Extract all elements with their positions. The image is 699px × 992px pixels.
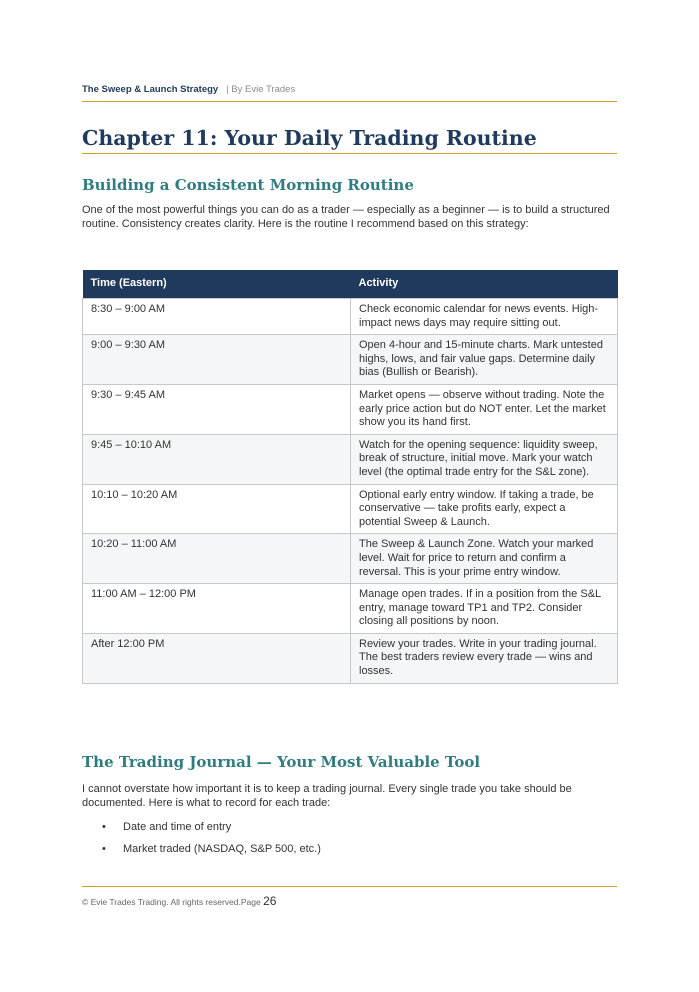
table-row — [83, 335, 618, 385]
table-row — [83, 299, 618, 335]
activity-cell: Manage open trades. If in a position from the S&L entry, manage toward TP1 and TP2. Consider closing all positions by noon. — [351, 584, 618, 634]
time-cell: 9:30 – 9:45 AM — [83, 384, 351, 434]
activity-cell: The Sweep & Launch Zone. Watch your marked level. Wait for price to return and confirm a reversal. This is your prime entry window. — [351, 534, 618, 584]
activity-cell: Optional early entry window. If taking a trade, be conservative — take profits early, expect a potential Sweep & Launch. — [351, 484, 618, 534]
section-title-morning-routine: Building a Consistent Morning Routine — [82, 176, 414, 194]
section-title-trading-journal: The Trading Journal — Your Most Valuable Tool — [82, 753, 481, 771]
table-row — [83, 633, 618, 683]
bullet-icon: • — [102, 821, 106, 833]
list-item-text: Date and time of entry — [123, 821, 232, 833]
list-item — [82, 820, 321, 834]
activity-cell: Check economic calendar for news events. High-impact news days may require sitting out. — [351, 299, 618, 335]
activity-cell: Open 4-hour and 15-minute charts. Mark untested highs, lows, and fair value gaps. Determine daily bias (Bullish or Bearish). — [351, 335, 618, 385]
time-cell: 10:20 – 11:00 AM — [83, 534, 351, 584]
time-cell: 10:10 – 10:20 AM — [83, 484, 351, 534]
activity-cell: Market opens — observe without trading. Note the early price action but do NOT enter. Let the market show you its hand first. — [351, 384, 618, 434]
copyright-text: © Evie Trades Trading. All rights reserved. — [82, 897, 241, 907]
time-cell: 11:00 AM – 12:00 PM — [83, 584, 351, 634]
journal-intro-paragraph: I cannot overstate how important it is to keep a trading journal. Every single trade you take should be documented. Here is what to record for each trade: — [82, 783, 572, 809]
list-item-text: Market traded (NASDAQ, S&P 500, etc.) — [123, 843, 321, 855]
running-header — [82, 84, 617, 102]
page-label: Page — [240, 897, 261, 907]
routine-table — [82, 270, 618, 684]
table-row — [83, 534, 618, 584]
page-number: 26 — [263, 894, 277, 908]
footer-divider — [82, 886, 617, 887]
activity-cell: Review your trades. Write in your trading journal. The best traders review every trade — wins and losses. — [351, 633, 618, 683]
page-footer — [82, 895, 276, 908]
time-cell: 8:30 – 9:00 AM — [83, 299, 351, 335]
book-title: The Sweep & Launch Strategy — [82, 84, 219, 95]
table-row — [83, 434, 618, 484]
time-cell: After 12:00 PM — [83, 633, 351, 683]
journal-record-list — [82, 820, 321, 864]
column-header-time: Time (Eastern) — [83, 270, 351, 299]
bullet-icon: • — [102, 843, 106, 855]
time-cell: 9:00 – 9:30 AM — [83, 335, 351, 385]
time-cell: 9:45 – 10:10 AM — [83, 434, 351, 484]
activity-cell: Watch for the opening sequence: liquidity sweep, break of structure, initial move. Mark your watch level (the optimal trade entry for the S&L zone). — [351, 434, 618, 484]
table-header-row — [83, 270, 618, 299]
column-header-activity: Activity — [351, 270, 618, 299]
table-row — [83, 484, 618, 534]
author-credit: | By Evie Trades — [226, 84, 296, 95]
chapter-title: Chapter 11: Your Daily Trading Routine — [82, 125, 617, 154]
list-item — [82, 842, 321, 856]
table-row — [83, 584, 618, 634]
table-row — [83, 384, 618, 434]
section-intro-paragraph: One of the most powerful things you can do as a trader — especially as a beginner — is to build a structured routine. Consistency creates clarity. Here is the routine I recommend based on this strategy: — [82, 204, 610, 230]
